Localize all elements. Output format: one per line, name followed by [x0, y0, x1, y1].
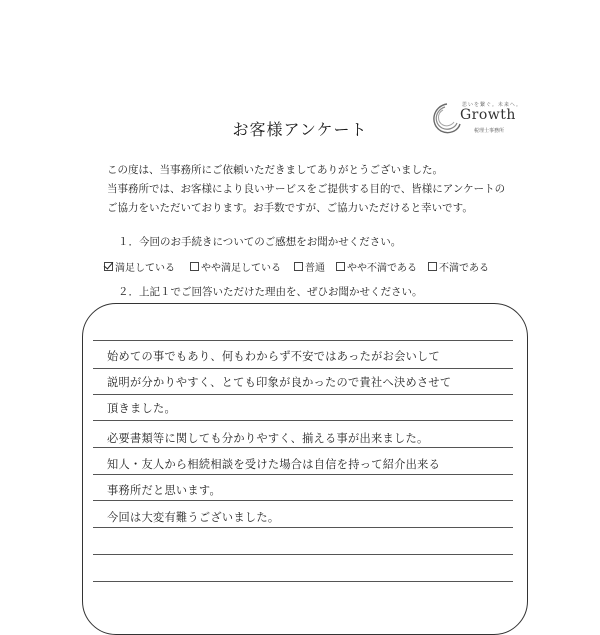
- option-label: 満足している: [115, 263, 175, 274]
- ruled-line: [93, 447, 513, 448]
- ruled-line: [93, 500, 513, 501]
- ruled-line: [93, 554, 513, 555]
- intro-line: ご協力をいただいております。お手数ですが、ご協力いただけると幸いです。: [107, 202, 473, 214]
- option-label: 不満である: [439, 263, 489, 274]
- ruled-line: [93, 474, 513, 475]
- intro-line: 当事務所では、お客様により良いサービスをご提供する目的で、皆様にアンケートの: [107, 183, 506, 195]
- ruled-line: [93, 527, 513, 528]
- answer-line: 事務所だと思います。: [107, 484, 221, 497]
- question-1: １．今回のお手続きについてのご感想をお聞かせください。: [118, 236, 402, 248]
- checkbox-icon[interactable]: [190, 262, 199, 271]
- answer-line: 頂きました。: [107, 402, 176, 415]
- logo-wordmark: Growth: [460, 107, 516, 123]
- ruled-line: [93, 581, 513, 582]
- answer-line: 今回は大変有難うございました。: [107, 511, 280, 524]
- option-somewhat-satisfied[interactable]: [190, 259, 281, 274]
- answer-line: 始めての事でもあり、何もわからず不安ではあったがお会いして: [107, 350, 441, 363]
- option-label: やや満足している: [201, 263, 281, 274]
- option-label: 普通: [305, 263, 325, 274]
- logo-subtitle: 税理士事務所: [474, 128, 505, 134]
- option-neutral[interactable]: [294, 259, 325, 274]
- option-somewhat-dissatisfied[interactable]: [336, 259, 417, 274]
- page-title: お客様アンケート: [232, 120, 368, 139]
- checkbox-icon[interactable]: [294, 262, 303, 271]
- option-satisfied[interactable]: [104, 259, 175, 274]
- ruled-line: [93, 394, 513, 395]
- intro-line: この度は、当事務所にご依頼いただきましてありがとうございました。: [107, 164, 443, 176]
- checkbox-icon[interactable]: [428, 262, 437, 271]
- option-dissatisfied[interactable]: [428, 259, 489, 274]
- logo-tagline: 思いを繋ぐ。未来へ。: [462, 102, 522, 108]
- intro-paragraph: [107, 161, 505, 218]
- answer-line: 必要書類等に関しても分かりやすく、揃える事が出来ました。: [107, 432, 429, 445]
- option-label: やや不満である: [347, 263, 417, 274]
- checkbox-checked-icon[interactable]: [104, 262, 113, 271]
- ruled-line: [93, 368, 513, 369]
- question-2: ２．上記１でご回答いただけた理由を、ぜひお聞かせください。: [118, 286, 423, 298]
- answer-line: 説明が分かりやすく、とても印象が良かったので貴社へ決めさせて: [107, 376, 452, 389]
- answer-line: 知人・友人から相続相談を受けた場合は自信を持って紹介出来る: [107, 458, 441, 471]
- ruled-line: [93, 340, 513, 341]
- checkbox-icon[interactable]: [336, 262, 345, 271]
- ruled-line: [93, 420, 513, 421]
